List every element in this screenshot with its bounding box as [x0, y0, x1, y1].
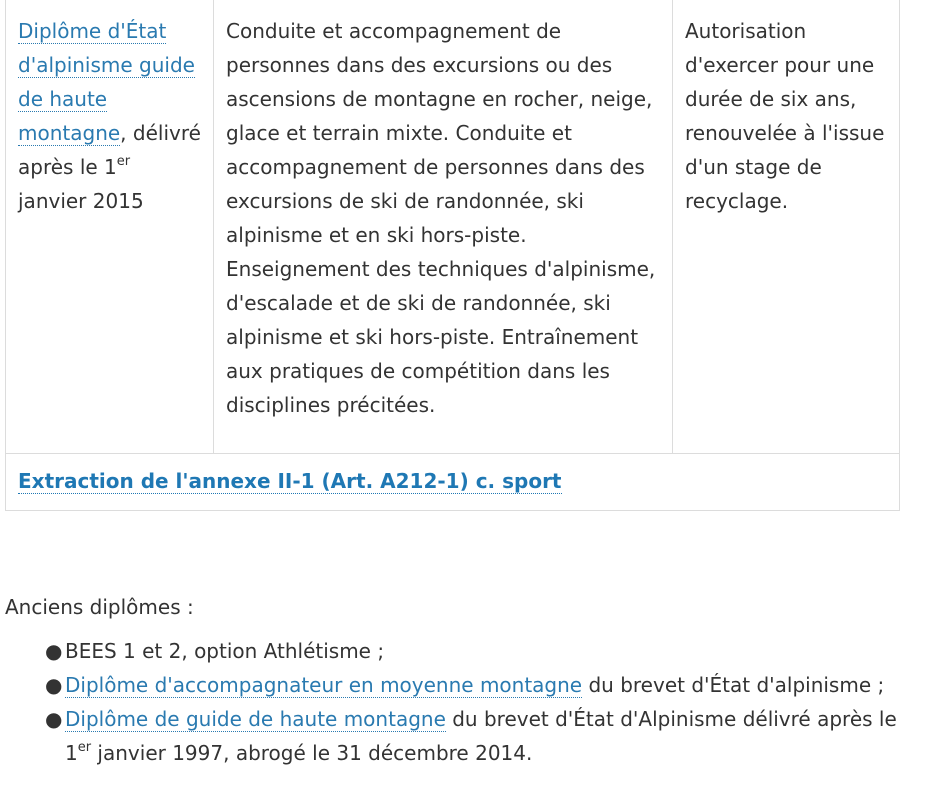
conditions-cell	[673, 0, 900, 454]
diploma-cell	[6, 0, 214, 454]
accompagnateur-moyenne-montagne-link[interactable]: Diplôme d'accompagnateur en moyenne montagne	[65, 673, 583, 697]
bullet-icon: ●	[45, 707, 63, 731]
diploma-link-guide-haute-montagne[interactable]: Diplôme d'État d'alpinisme guide de haute montagne	[18, 19, 195, 145]
table-row	[6, 0, 900, 454]
list-item-date-text: janvier 1997, abrogé le 31 décembre 2014.	[91, 741, 533, 765]
prerogatives-text: Conduite et accompagnement de personnes dans des excursions ou des ascensions de montagne en rocher, neige, glace et terrain mixte. Conduite et accompagnement de personnes dans des excursions de ski de randonnée, ski alpinisme et en ski hors-piste. Enseignement des techniques d'alpinisme, d'escalade et de ski de randonnée, ski alpinisme et ski hors-piste. Entraînement aux pratiques de compétition dans les disciplines précitées.	[226, 19, 656, 417]
conditions-text: Autorisation d'exercer pour une durée de six ans, renouvelée à l'issue d'un stage de recyclage.	[685, 19, 885, 213]
list-item-text: du brevet d'État d'Alpinisme délivré après le 1	[65, 707, 897, 765]
diploma-text: , délivré après le 1	[18, 121, 201, 179]
list-item	[45, 634, 923, 668]
list-item	[45, 668, 923, 702]
source-cell	[6, 454, 900, 511]
list-item-text: du brevet d'État d'alpinisme ;	[582, 673, 885, 697]
anciens-diplomes-section	[5, 590, 923, 770]
source-annexe-link[interactable]: Extraction de l'annexe II-1 (Art. A212-1) c. sport	[18, 469, 562, 493]
table-footer-row	[6, 454, 900, 511]
ordinal-sup: er	[116, 154, 131, 170]
prerogatives-cell	[214, 0, 673, 454]
diploma-date-text: janvier 2015	[18, 189, 144, 213]
list-item	[45, 702, 923, 770]
bullet-icon: ●	[45, 673, 63, 697]
anciens-heading: Anciens diplômes :	[5, 595, 194, 619]
anciens-list	[5, 634, 923, 770]
bullet-icon: ●	[45, 639, 63, 663]
guide-haute-montagne-link[interactable]: Diplôme de guide de haute montagne	[65, 707, 446, 731]
diploma-table	[5, 0, 900, 511]
ordinal-sup: er	[77, 740, 92, 756]
list-item-text: BEES 1 et 2, option Athlétisme ;	[65, 639, 385, 663]
